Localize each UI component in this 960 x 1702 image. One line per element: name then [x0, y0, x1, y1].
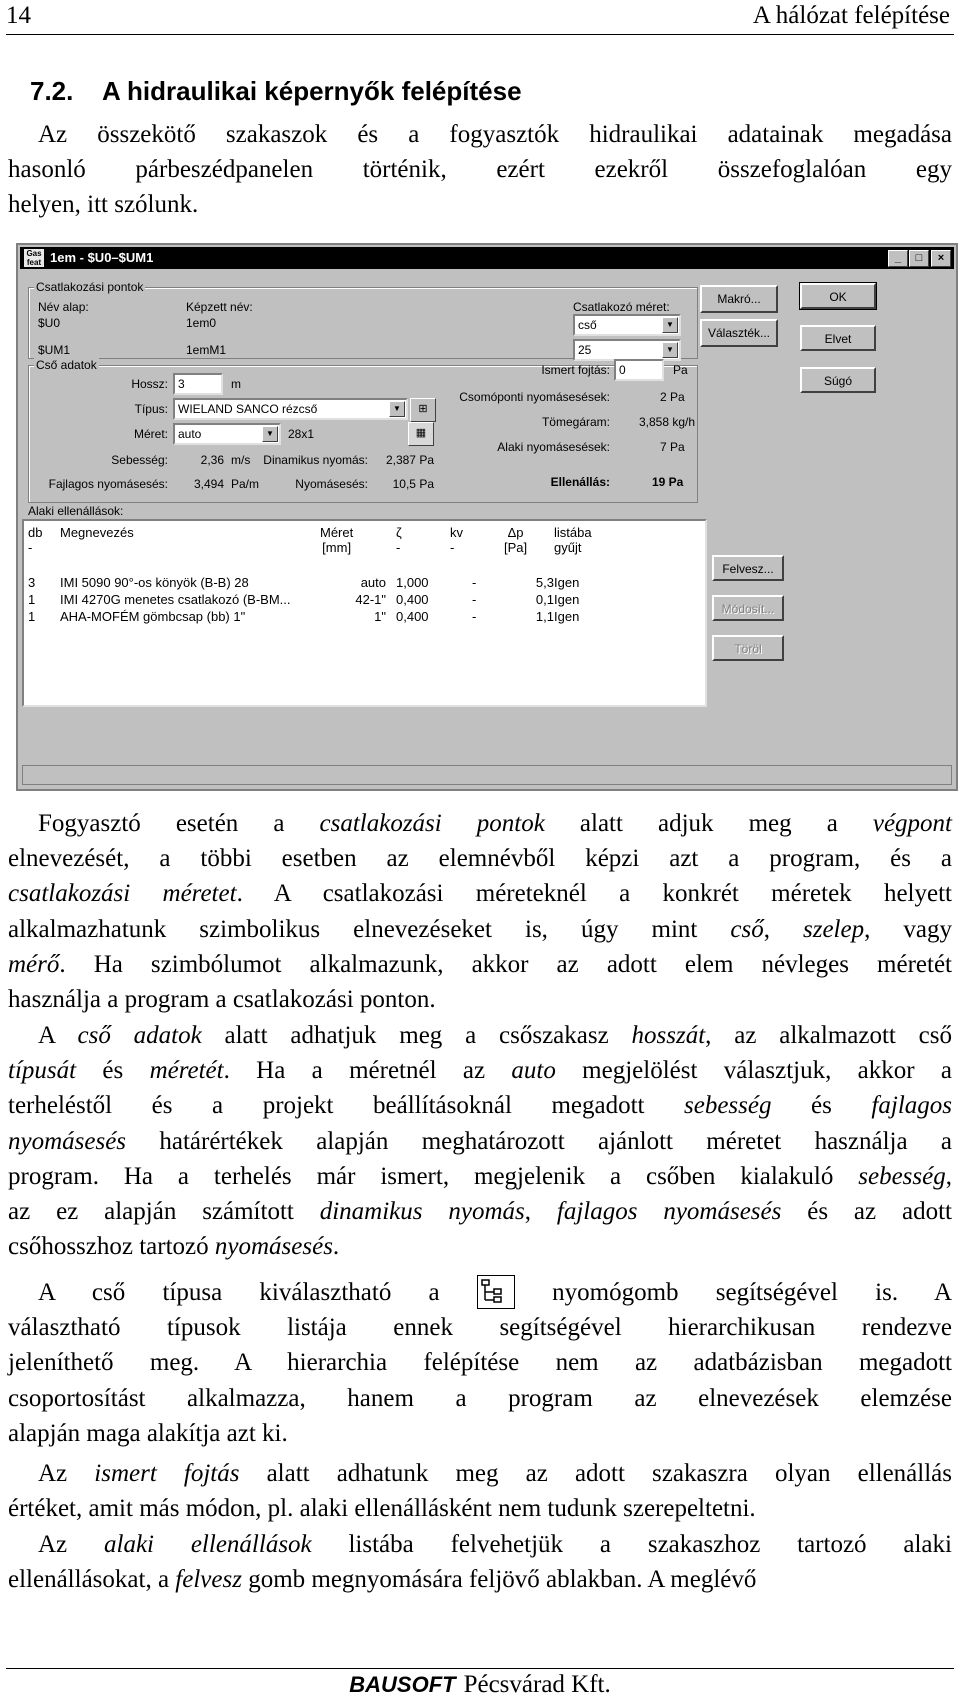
- table-cell: 1: [28, 609, 36, 624]
- row2-name: 1emM1: [186, 343, 227, 357]
- node-loss-value: 2 Pa: [660, 390, 685, 404]
- col-kv: kv -: [450, 525, 463, 555]
- spec-loss-label: Fajlagos nyomásesés:: [48, 477, 168, 491]
- text-line: [8, 1194, 952, 1229]
- text-run: A cső típusa kiválasztható a: [38, 1279, 477, 1306]
- text-run: és: [771, 1092, 872, 1120]
- text-run: Az: [38, 1531, 104, 1558]
- text-run: .: [332, 1233, 340, 1261]
- footer: [0, 1671, 960, 1699]
- emphasis-text: fajlagos: [871, 1092, 952, 1120]
- table-cell: -: [472, 592, 477, 607]
- spec-loss-unit: Pa/m: [231, 477, 260, 491]
- length-unit: m: [231, 377, 241, 391]
- text-run: Fogyasztó esetén a: [38, 810, 320, 837]
- text-line: [8, 1527, 952, 1562]
- maximize-button[interactable]: □: [909, 250, 929, 267]
- text-run: . A csatlakozási méreteknél a konkrét méretek helyett: [236, 880, 952, 908]
- row2-base: $UM1: [38, 343, 71, 357]
- chevron-down-icon: ▼: [262, 426, 278, 442]
- fittings-list[interactable]: [22, 519, 707, 707]
- type-select[interactable]: WIELAND SANCO rézcső ▼: [173, 398, 408, 420]
- conn-size-select-2[interactable]: 25 ▼: [573, 339, 681, 361]
- calculator-icon[interactable]: ▦: [408, 422, 434, 446]
- resistance-value: 19 Pa: [652, 475, 684, 489]
- emphasis-text: nyomásesés: [214, 1233, 333, 1261]
- text-run: határértékek alapján meghatározott ajánlott méretet használja a: [126, 1127, 952, 1155]
- tree-icon: [477, 1275, 515, 1309]
- table-cell: 1: [28, 592, 36, 607]
- text-line: Az összekötő szakaszok és a fogyasztók hidraulikai adatainak megadása: [38, 121, 952, 148]
- tree-icon[interactable]: ⊞: [410, 398, 436, 422]
- company-name: Pécsvárad Kft.: [463, 1671, 611, 1698]
- text-line: [8, 841, 952, 876]
- footer-rule: [6, 1668, 954, 1669]
- emphasis-text: típusát: [8, 1057, 77, 1085]
- text-run: A: [38, 1022, 78, 1049]
- connection-points-label: Csatlakozási pontok: [36, 280, 144, 294]
- add-button[interactable]: Felvesz...: [712, 555, 784, 581]
- table-cell: -: [472, 609, 477, 624]
- emphasis-text: végpont: [872, 810, 952, 837]
- text-line: [8, 1088, 952, 1123]
- text-run: és: [76, 1057, 150, 1085]
- text-run: az ez alapján számított: [8, 1198, 320, 1226]
- close-button[interactable]: ×: [931, 250, 951, 267]
- text-line: [8, 806, 952, 841]
- paragraph-5: [8, 1527, 952, 1597]
- text-run: elnevezését, a többi esetben az elemnévből képzi azt a program, és a: [8, 845, 952, 873]
- emphasis-text: mérő: [8, 950, 60, 978]
- text-run: ellenállásokat, a: [8, 1566, 176, 1594]
- table-cell: 0,400: [396, 592, 429, 607]
- text-run: ,: [763, 915, 803, 943]
- col-collect: listába gyűjt: [554, 525, 592, 555]
- section-number: 7.2.: [30, 76, 74, 106]
- text-run: terheléstől és a projekt beállításoknál megadott: [8, 1092, 685, 1120]
- text-run: gomb megnyomására feljövő ablakban. A meglévő: [241, 1566, 757, 1594]
- text-run: csoportosítást alkalmazza, hanem a program az elnevezések elemzése: [8, 1384, 952, 1412]
- spec-loss-value: 3,494: [193, 477, 224, 491]
- window-title: 1em - $U0–$UM1: [50, 250, 154, 265]
- table-cell: auto: [360, 575, 386, 590]
- intro-paragraph: [8, 117, 952, 223]
- text-run: listába felvehetjük a szakaszhoz tartozó alaki: [311, 1531, 952, 1558]
- text-line: [8, 1456, 952, 1491]
- text-run: nyomógomb segítségével is. A: [514, 1279, 952, 1306]
- paragraph-2: [8, 1018, 952, 1264]
- select-button[interactable]: Választék...: [700, 319, 778, 347]
- col-name: Megnevezés: [60, 525, 134, 540]
- hydraulic-dialog: [16, 243, 958, 791]
- section-heading: [30, 76, 522, 107]
- formed-name-label: Képzett név:: [186, 300, 253, 314]
- resistance-label: Ellenállás:: [550, 475, 610, 489]
- paragraph-4: [8, 1456, 952, 1526]
- paragraph-1: [8, 806, 952, 1017]
- minimize-button[interactable]: _: [888, 250, 908, 267]
- emphasis-text: ismert fojtás: [94, 1460, 240, 1487]
- emphasis-text: felvesz: [175, 1566, 242, 1594]
- pressure-loss-label: Nyomásesés:: [295, 477, 368, 491]
- text-run: . Ha szimbólumot alkalmazunk, akkor az adott elem névleges méretét: [59, 950, 952, 978]
- chevron-down-icon: ▼: [662, 317, 678, 333]
- table-cell: Igen: [554, 592, 580, 607]
- ok-button[interactable]: OK: [800, 283, 876, 309]
- length-input[interactable]: 3: [173, 373, 223, 395]
- text-line: [8, 1018, 952, 1053]
- text-line: [8, 1381, 952, 1416]
- emphasis-text: méretét: [149, 1057, 224, 1085]
- emphasis-text: nyomásesés: [8, 1127, 127, 1155]
- text-line: [8, 1491, 952, 1526]
- table-cell: Igen: [554, 575, 580, 590]
- chevron-down-icon: ▼: [389, 401, 405, 417]
- brand-logo: BAUSOFT: [349, 1672, 456, 1697]
- pipe-data-label: Cső adatok: [36, 358, 97, 372]
- table-cell: Igen: [554, 609, 580, 624]
- fittings-label: Alaki ellenállások:: [28, 504, 124, 518]
- table-cell: AHA-MOFÉM gömbcsap (bb) 1": [60, 609, 246, 624]
- emphasis-text: sebesség: [858, 1162, 946, 1190]
- name-base-label: Név alap:: [38, 300, 89, 314]
- emphasis-text: auto: [511, 1057, 556, 1085]
- table-cell: 5,3: [535, 575, 554, 590]
- title-bar: [20, 247, 954, 269]
- table-cell: 1,1: [535, 609, 554, 624]
- table-cell: 42-1": [355, 592, 386, 607]
- emphasis-text: csatlakozási pontok: [319, 810, 545, 837]
- table-cell: 3: [28, 575, 36, 590]
- page-number: 14: [6, 2, 31, 29]
- text-run: alatt adhatunk meg az adott szakaszra olyan ellenállás: [239, 1460, 952, 1487]
- emphasis-text: sebesség: [684, 1092, 772, 1120]
- emphasis-text: hosszát: [631, 1022, 706, 1049]
- size-label: Méret:: [133, 427, 168, 441]
- mass-flow-value: 3,858 kg/h: [639, 415, 696, 429]
- text-line: [8, 1053, 952, 1088]
- delete-button[interactable]: Töröl: [712, 635, 784, 661]
- form-loss-value: 7 Pa: [660, 440, 685, 454]
- text-line: [8, 912, 952, 947]
- row1-base: $U0: [38, 316, 61, 330]
- pressure-loss-value: 10,5 Pa: [392, 477, 434, 491]
- emphasis-text: cső: [730, 915, 764, 943]
- text-run: jeleníthető meg. A hierarchia felépítése nem az adatbázisban megadott: [8, 1349, 952, 1377]
- velocity-label: Sebesség:: [111, 453, 168, 467]
- text-run: megjelölést választjuk, akkor a: [555, 1057, 953, 1085]
- text-line: [8, 876, 952, 911]
- text-line: hasonló párbeszédpanelen történik, ezért ezekről összefoglalóan egy: [8, 156, 952, 184]
- text-line: [8, 1310, 952, 1345]
- size-result: 28x1: [288, 427, 315, 441]
- text-run: , vagy: [864, 915, 952, 943]
- emphasis-text: dinamikus nyomás: [319, 1198, 525, 1226]
- conn-size-select-1[interactable]: cső ▼: [573, 314, 681, 336]
- text-run: Az: [38, 1460, 95, 1487]
- dyn-pressure-value: 2,387 Pa: [385, 453, 434, 467]
- text-run: . Ha a méretnél az: [223, 1057, 512, 1085]
- size-select[interactable]: auto ▼: [173, 423, 281, 445]
- length-label: Hossz:: [131, 377, 168, 391]
- text-line: [8, 1345, 952, 1380]
- modify-button[interactable]: Módosít...: [712, 595, 784, 621]
- help-button[interactable]: Súgó: [800, 367, 876, 393]
- text-run: alkalmazhatunk szimbolikus elnevezéseket is, úgy mint: [8, 915, 731, 943]
- section-title: A hidraulikai képernyők felépítése: [102, 76, 522, 106]
- table-cell: IMI 5090 90°-os könyök (B-B) 28: [60, 575, 249, 590]
- col-zeta: ζ -: [396, 525, 402, 555]
- makro-button[interactable]: Makró...: [700, 285, 778, 313]
- text-run: alatt adjuk meg a: [544, 810, 873, 837]
- text-line: [8, 1229, 952, 1264]
- col-dp: Δp [Pa]: [504, 525, 528, 555]
- row1-name: 1em0: [186, 316, 217, 330]
- text-line: [8, 947, 952, 982]
- text-line: helyen, itt szólunk.: [8, 191, 199, 219]
- text-line: [8, 982, 952, 1017]
- text-run: csőhosszhoz tartozó: [8, 1233, 215, 1261]
- table-cell: -: [472, 575, 477, 590]
- cancel-button[interactable]: Elvet: [800, 325, 876, 351]
- text-line: [8, 1275, 952, 1310]
- table-cell: 0,400: [396, 609, 429, 624]
- status-bar: [22, 765, 952, 785]
- text-run: alapján maga alakítja azt ki.: [8, 1419, 288, 1447]
- type-label: Típus:: [134, 402, 168, 416]
- emphasis-text: alaki ellenállások: [104, 1531, 312, 1558]
- emphasis-text: csatlakozási méretet: [8, 880, 237, 908]
- dyn-pressure-label: Dinamikus nyomás:: [263, 453, 368, 467]
- app-icon: Gas feat: [24, 249, 44, 267]
- table-cell: 0,1: [535, 592, 554, 607]
- header-rule: [6, 34, 954, 35]
- velocity-unit: m/s: [231, 453, 251, 467]
- known-res-unit: Pa: [673, 363, 688, 377]
- text-run: választható típusok listája ennek segítségével hierarchikusan rendezve: [8, 1314, 952, 1342]
- text-run: és az adott: [781, 1198, 952, 1226]
- form-loss-label: Alaki nyomásesések:: [497, 440, 610, 454]
- emphasis-text: fajlagos nyomásesés: [556, 1198, 782, 1226]
- node-loss-label: Csomóponti nyomásesések:: [459, 390, 610, 404]
- col-db: db -: [28, 525, 43, 555]
- text-run: ,: [945, 1162, 952, 1190]
- chapter-title: A hálózat felépítése: [752, 2, 950, 29]
- mass-flow-label: Tömegáram:: [541, 415, 610, 429]
- table-cell: 1,000: [396, 575, 429, 590]
- known-res-input[interactable]: 0: [614, 359, 664, 381]
- text-line: [8, 1562, 952, 1597]
- emphasis-text: cső adatok: [77, 1022, 202, 1049]
- paragraph-3: [8, 1275, 952, 1451]
- text-line: [8, 1159, 952, 1194]
- table-cell: IMI 4270G menetes csatlakozó (B-BM...: [60, 592, 291, 607]
- col-size: Méret [mm]: [320, 525, 354, 555]
- known-res-label: Ismert fojtás:: [541, 363, 610, 377]
- text-run: ,: [524, 1198, 557, 1226]
- chevron-down-icon: ▼: [662, 342, 678, 358]
- velocity-value: 2,36: [200, 453, 224, 467]
- text-run: alatt adhatjuk meg a csőszakasz: [201, 1022, 632, 1049]
- text-run: program. Ha a terhelés már ismert, megjelenik a csőben kialakuló: [8, 1162, 859, 1190]
- table-cell: 1": [374, 609, 386, 624]
- text-line: [8, 1416, 952, 1451]
- text-line: [8, 1124, 952, 1159]
- text-run: értéket, amit más módon, pl. alaki ellenállásként nem tudunk szerepeltetni.: [8, 1495, 756, 1523]
- emphasis-text: szelep: [803, 915, 865, 943]
- text-run: használja a program a csatlakozási ponton.: [8, 986, 436, 1014]
- conn-size-label: Csatlakozó méret:: [573, 300, 670, 314]
- text-run: , az alkalmazott cső: [705, 1022, 952, 1049]
